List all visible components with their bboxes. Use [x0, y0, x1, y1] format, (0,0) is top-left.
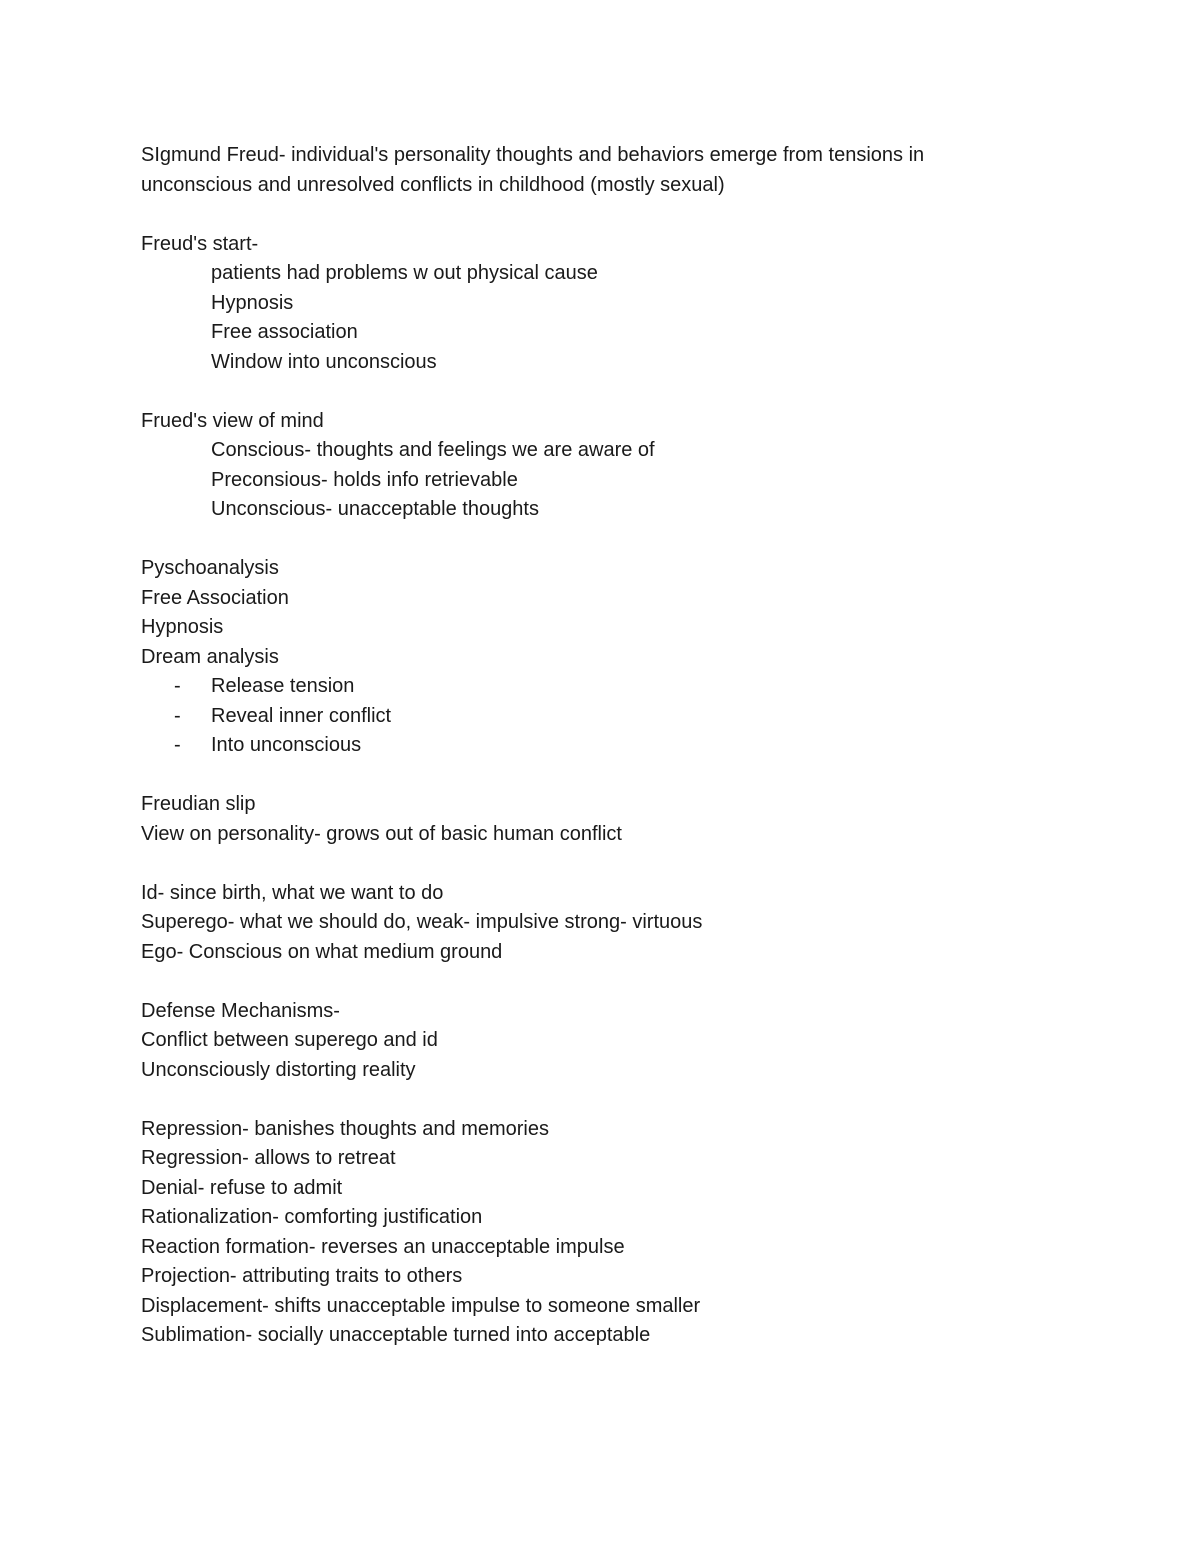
spacer: [141, 525, 1021, 555]
slip-line: View on personality- grows out of basic human conflict: [141, 822, 622, 845]
defense-line: Unconsciously distorting reality: [141, 1058, 416, 1081]
dream-bullet-item: [141, 702, 1021, 732]
mechanism-line: Sublimation- socially unacceptable turned into acceptable: [141, 1324, 651, 1346]
psycho-line: Pyschoanalysis: [141, 557, 279, 579]
dash-bullet-icon: -: [174, 675, 181, 697]
spacer: [141, 967, 1021, 997]
mechanism-line: Repression- banishes thoughts and memories: [141, 1117, 549, 1140]
mind-item: Preconsious- holds info retrievable: [211, 468, 518, 491]
mechanism-line: Regression- allows to retreat: [141, 1147, 396, 1169]
dream-bullet-item: [141, 672, 1021, 702]
section-heading-start: Freud's start-: [141, 232, 259, 255]
start-item: Free association: [211, 321, 358, 343]
spacer: [141, 200, 1021, 230]
spacer: [141, 377, 1021, 407]
section-heading-mind: Frued's view of mind: [141, 409, 324, 432]
intro-paragraph: SIgmund Freud- individual's personality thoughts and behaviors emerge from tensions in unconscious and unresolved conflicts in childhood (mostly sexual): [141, 144, 925, 196]
start-item: Window into unconscious: [211, 350, 437, 373]
mechanism-line: Projection- attributing traits to others: [141, 1265, 463, 1287]
start-item: patients had problems w out physical cause: [211, 262, 598, 284]
mind-item: Unconscious- unacceptable thoughts: [211, 498, 539, 520]
bullet-text: Into unconscious: [211, 734, 362, 756]
defense-line: Conflict between superego and id: [141, 1029, 438, 1051]
spacer: [141, 849, 1021, 879]
structure-line: Superego- what we should do, weak- impulsive strong- virtuous: [141, 911, 703, 933]
notes-body: [141, 141, 1021, 1351]
defense-line: Defense Mechanisms-: [141, 999, 340, 1022]
mechanism-line: Displacement- shifts unacceptable impulse to someone smaller: [141, 1294, 701, 1317]
mind-item: Conscious- thoughts and feelings we are aware of: [211, 439, 655, 461]
bullet-text: Reveal inner conflict: [211, 704, 392, 727]
dash-bullet-icon: -: [174, 734, 181, 756]
structure-line: Ego- Conscious on what medium ground: [141, 940, 503, 963]
mechanism-line: Rationalization- comforting justification: [141, 1206, 483, 1228]
bullet-text: Release tension: [211, 675, 355, 697]
dash-bullet-icon: -: [174, 704, 181, 727]
spacer: [141, 1085, 1021, 1115]
psycho-line: Hypnosis: [141, 616, 224, 638]
psycho-line: Free Association: [141, 586, 289, 609]
mechanism-line: Reaction formation- reverses an unacceptable impulse: [141, 1235, 625, 1258]
dream-bullet-item: [141, 731, 1021, 761]
psycho-line: Dream analysis: [141, 645, 279, 668]
slip-line: Freudian slip: [141, 793, 256, 815]
structure-line: Id- since birth, what we want to do: [141, 881, 444, 904]
spacer: [141, 761, 1021, 791]
mechanism-line: Denial- refuse to admit: [141, 1176, 343, 1199]
start-item: Hypnosis: [211, 291, 294, 314]
